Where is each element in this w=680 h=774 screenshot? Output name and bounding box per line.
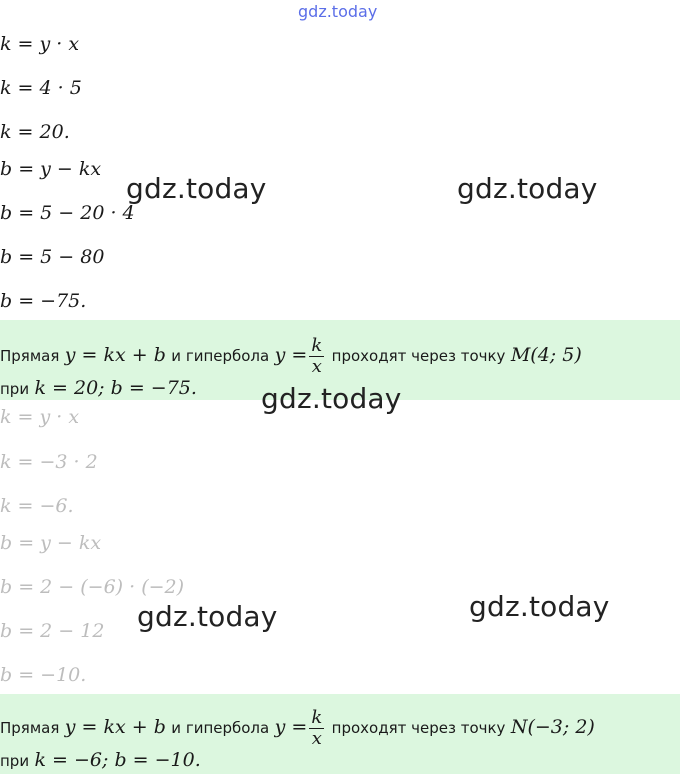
conclusion-at: при (0, 752, 30, 770)
equation-line: b = 2 − 12 (0, 620, 105, 642)
watermark: gdz.today (457, 172, 598, 205)
fraction-denominator: x (311, 728, 322, 749)
conclusion-at: при (0, 380, 30, 398)
watermark: gdz.today (137, 600, 278, 633)
equation-line: b = 2 − (−6) · (−2) (0, 576, 185, 598)
conclusion-values: k = −6; b = −10. (34, 749, 201, 771)
fraction-numerator: k (311, 335, 323, 356)
watermark: gdz.today (469, 590, 610, 623)
conclusion-and: и гипербола (171, 347, 270, 365)
conclusion-values-line (0, 376, 197, 401)
equation-line: b = −75. (0, 290, 87, 312)
line-equation: y = kx + b (64, 716, 166, 738)
equation-line: k = 20. (0, 121, 70, 143)
conclusion-sentence (0, 336, 582, 377)
equation-line: b = y − kx (0, 158, 102, 180)
hyperbola-lhs: y = (274, 344, 308, 366)
equation-line: k = −6. (0, 495, 74, 517)
equation-line: k = 4 · 5 (0, 77, 82, 99)
point-label: M(4; 5) (510, 344, 582, 366)
fraction-denominator: x (311, 356, 322, 377)
conclusion-sentence (0, 708, 595, 749)
line-equation: y = kx + b (64, 344, 166, 366)
fraction-numerator: k (311, 707, 323, 728)
conclusion-pass: проходят через точку (331, 347, 506, 365)
equation-line: b = y − kx (0, 532, 102, 554)
watermark: gdz.today (126, 172, 267, 205)
equation-line: k = y · x (0, 406, 80, 428)
hyperbola-fraction (309, 336, 324, 377)
equation-line: k = −3 · 2 (0, 451, 98, 473)
conclusion-and: и гипербола (171, 719, 270, 737)
equation-line: b = 5 − 80 (0, 246, 105, 268)
equation-line: b = 5 − 20 · 4 (0, 202, 135, 224)
conclusion-values: k = 20; b = −75. (34, 377, 197, 399)
equation-line: b = −10. (0, 664, 87, 686)
conclusion-values-line (0, 748, 201, 773)
conclusion-intro: Прямая (0, 719, 60, 737)
point-label: N(−3; 2) (510, 716, 595, 738)
hyperbola-fraction (309, 708, 324, 749)
watermark: gdz.today (261, 382, 402, 415)
hyperbola-lhs: y = (274, 716, 308, 738)
conclusion-intro: Прямая (0, 347, 60, 365)
conclusion-box (0, 694, 680, 774)
watermark-top: gdz.today (298, 2, 378, 21)
conclusion-pass: проходят через точку (331, 719, 506, 737)
equation-line: k = y · x (0, 33, 80, 55)
